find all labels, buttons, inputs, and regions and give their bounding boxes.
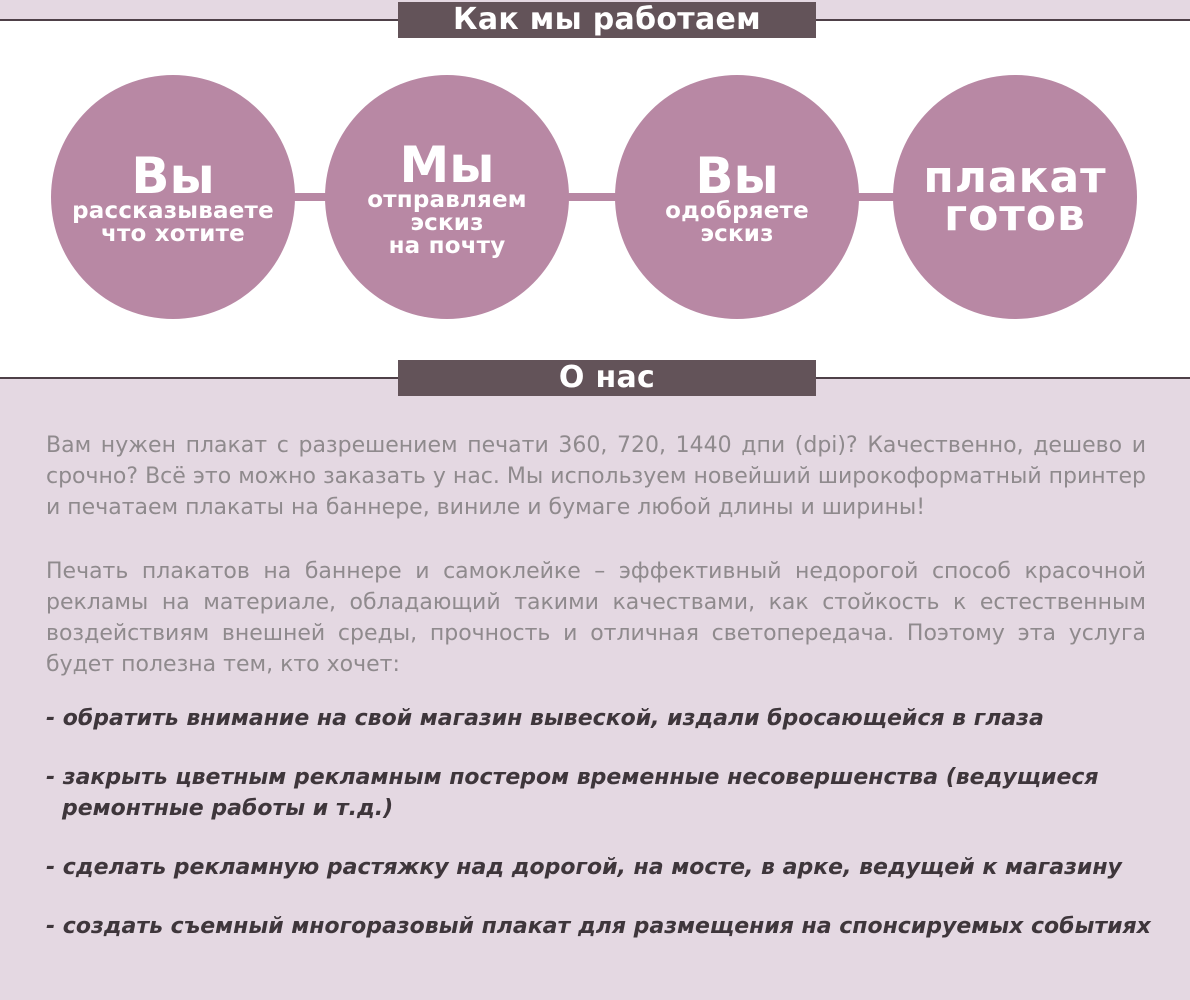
- step-circle-4: [893, 75, 1137, 319]
- about-text: [46, 430, 1146, 713]
- step-2-title: Мы: [399, 135, 495, 194]
- benefit-item-2: - закрыть цветным рекламным постером временные несовершенства (ведущиеся ремонтные работы и т.д.): [46, 765, 1099, 821]
- benefit-item-3: - сделать рекламную растяжку над дорогой, на мосте, в арке, ведущей к магазину: [46, 855, 1122, 880]
- step-circle-1: [51, 75, 295, 319]
- step-circle-2: [325, 75, 569, 319]
- step-1-title: Вы: [131, 147, 215, 205]
- how-we-work-heading: Как мы работаем: [398, 2, 816, 38]
- step-circle-3: [615, 75, 859, 319]
- step-1-text: рассказываете что хотите: [72, 198, 274, 247]
- benefit-item-4: - создать съемный многоразовый плакат для размещения на спонсируемых событиях: [46, 914, 1151, 939]
- step-3-title: Вы: [695, 147, 779, 205]
- benefits-list: [46, 703, 1156, 942]
- about-paragraph-1: Вам нужен плакат с разрешением печати 360, 720, 1440 дпи (dpi)? Качественно, дешево и срочно? Всё это можно заказать у нас. Мы используем новейший широкоформатный принтер и печатаем плакаты на баннере, виниле и бумаге любой длины и ширины!: [46, 433, 1146, 520]
- benefit-item-1: - обратить внимание на свой магазин вывеской, издали бросающейся в глаза: [46, 706, 1044, 731]
- step-3-text: одобряете эскиз: [665, 198, 809, 247]
- about-paragraph-2: Печать плакатов на баннере и самоклейке – эффективный недорогой способ красочной рекламы на материале, обладающий такими качествами, как стойкость к естественным воздействиям внешней среды, прочность и отличная светопередача. Поэтому эта услуга будет полезна тем, кто хочет:: [46, 559, 1146, 677]
- step-4-text: плакат готов: [923, 152, 1107, 241]
- step-2-text: отправляем эскиз на почту: [367, 186, 527, 259]
- about-heading: О нас: [398, 360, 816, 396]
